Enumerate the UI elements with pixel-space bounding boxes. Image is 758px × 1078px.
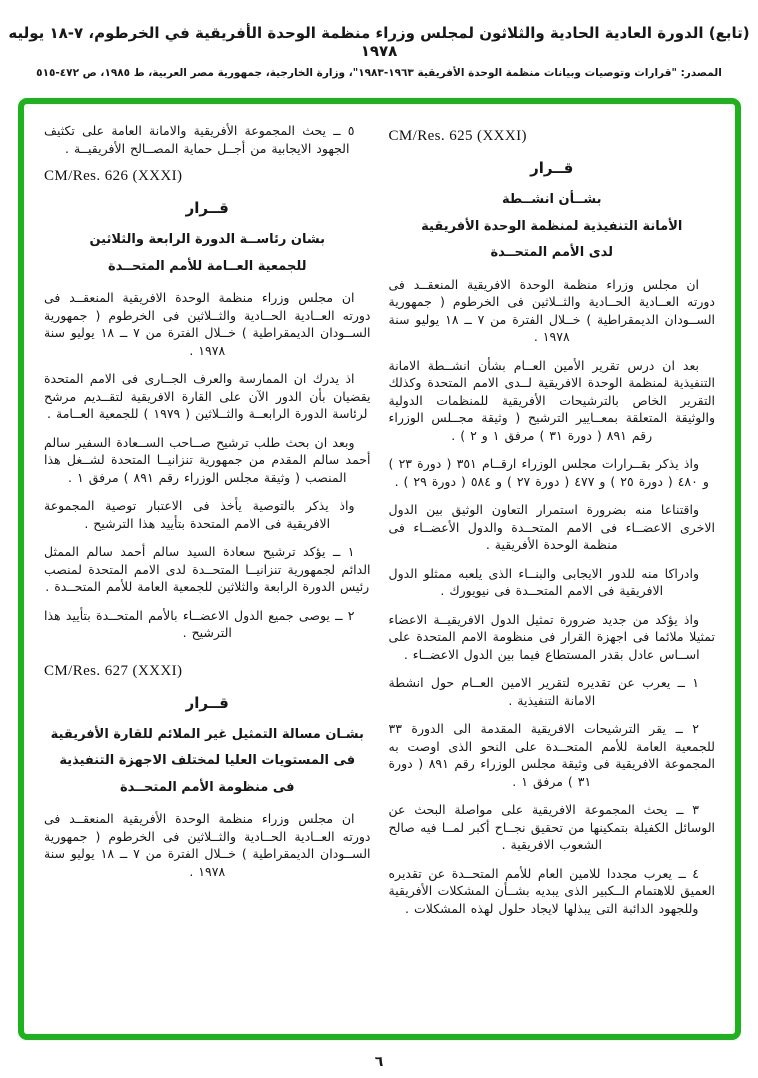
paragraph: وبعد ان بحث طلب ترشيح صــاحب الســعادة السفير سالم أحمد سالم المقدم من جمهورية تنزانيــا المتحدة لشــغل هذا المنصب ( وثيقة مجلس الوزراء رقم ٨٩١ ) مرفق ١ . [44, 434, 371, 485]
page-number: ٦ [374, 1054, 384, 1070]
numbered-item-4: ٤ ــ يعرب مجددا للامين العام للأمم المتحــدة عن تقديره العميق للاهتمام الــكبير الذى يبديه بشــأن المشكلات الأفريقية وللجهود الدائبة التى يبذلها لايجاد حلول لهذه المشكلات . [388, 865, 715, 916]
paragraph: اذ يدرك ان الممارسة والعرف الجــارى فى الامم المتحدة يقضيان بأن الدور الآن على القارة الافريقية لتقــديم مرشح لرئاسة الدورة الرابعــة والثــلاثين ( ١٩٧٩ ) للجمعية العــامة . [44, 371, 371, 422]
column-right-res625 [389, 122, 716, 1024]
source-citation: المصدر: "قرارات وتوصيات وبيانات منظمة الوحدة الأفريقية ١٩٦٣-١٩٨٣"، وزارة الخارجية، جمهورية مصر العربية، ط ١٩٨٥، ص ٤٧٢-٥١٥ [36, 67, 722, 79]
resolution-title-line: بشان رئاســة الدورة الرابعة والثلاثين [89, 232, 326, 247]
paragraph: ان مجلس وزراء منظمة الوحدة الافريقية المنعقــد فى دورته العــادية الحــادية والثــلاثين فى الخرطوم ( جمهورية الســودان الديمقراطية ) خــلال الفترة من ٧ ــ ١٨ يوليو سنة ١٩٧٨ . [44, 290, 371, 358]
numbered-item-2: ٢ ــ يقر الترشيحات الافريقية المقدمة الى الدورة ٣٣ للجمعية العامة للأمم المتحــدة على النحو الذى اوصت به المجموعة الافريقية فى وثيقة مجلس الوزراء رقم ٨٩١ ( دورة ٣١ ) مرفق ١ . [388, 721, 716, 789]
page-border-frame [18, 98, 741, 1040]
decision-heading: قــرار [185, 693, 229, 712]
resolution-title-line: الأمانة التنفيذية لمنظمة الوحدة الأفريقية [421, 218, 683, 234]
decision-heading: قــرار [530, 159, 574, 177]
session-title: (تابع) الدورة العادية الحادية والثلاثون لمجلس وزراء منظمة الوحدة الأفريقية في الخرطوم، ٧-١٨ يوليه ١٩٧٨ [8, 24, 750, 60]
resolution-id: CM/Res. 627 (XXXI) [44, 662, 183, 679]
resolution-title-line: للجمعية العــامة للأمم المتحــدة [107, 258, 307, 274]
paragraph: واقتناعا منه بضرورة استمرار التعاون الوثيق بين الدول الاخرى الاعضــاء فى الامم المتحــدة والدول الأعضــاء فى منظمة الوحدة الأفريقية . [388, 502, 715, 553]
column-left-res626-627 [44, 122, 371, 1024]
resolution-title-line: بشـان مسالة التمثيل غير الملائم للقارة الأفريقية [50, 726, 364, 742]
resolution-id: CM/Res. 625 (XXXI) [388, 128, 527, 144]
paragraph: واذ يؤكد من جديد ضرورة تمثيل الدول الافريقيــة الاعضاء تمثيلا ملائما فى اجهزة القرار فى منظومة الامم المتحدة على اســاس عادل بقدر المستطاع فيما بين الدول الاعضــاء . [388, 611, 715, 662]
numbered-item-1: ١ ــ يعرب عن تقديره لتقرير الامين العــام حول انشطة الامانة التنفيذية . [388, 675, 699, 708]
resolution-title-line: لدى الأمم المتحــدة [490, 245, 614, 261]
resolution-title-line: فى منظومة الأمم المتحــدة [119, 779, 295, 795]
numbered-item-1: ١ ــ يؤكد ترشيح سعادة السيد سالم أحمد سالم الممثل الدائم لجمهورية تنزانيــا المتحــدة لدى الامم المتحدة لمنصب رئيس الدورة الرابعة والثلاثين للجمعية العامة للأمم المتحــدة . [44, 544, 371, 595]
numbered-item-5-carryover: ٥ ــ يحث المجموعة الأفريقية والامانة العامة على تكثيف الجهود الايجابية من أجــل حماية المصــالح الأفريقيــة . [44, 123, 355, 156]
resolution-id: CM/Res. 626 (XXXI) [44, 168, 183, 184]
resolution-title [389, 191, 716, 262]
paragraph: ان مجلس وزراء منظمة الوحدة الأفريقية المنعقــد فى دورته العــادية الحــادية والثــلاثين فى الخرطوم ( جمهورية الســودان الديمقراطية ) خــلال الفترة من ٧ ــ ١٨ يوليو سنة ١٩٧٨ . [44, 811, 371, 879]
paragraph: واذ يذكر بقــرارات مجلس الوزراء ارقــام ٣٥١ ( دورة ٢٣ ) و ٤٨٠ ( دورة ٢٥ ) و ٤٧٧ ( دورة ٢٧ ) و ٥٨٤ ( دورة ٢٩ ) . [388, 456, 709, 489]
decision-heading: قــرار [185, 199, 229, 217]
paragraph: واذ يذكر بالتوصية يأخذ فى الاعتبار توصية المجموعة الافريقية فى الامم المتحدة بتأييد هذا الترشيح . [44, 498, 355, 531]
resolution-title-line: بشــأن انشــطة [502, 192, 602, 207]
page-header [0, 24, 758, 79]
paragraph: وادراكا منه للدور الايجابى والبنــاء الذى يلعبه ممثلو الدول الافريقية فى الامم المتحــدة فى نيويورك . [388, 565, 699, 599]
paragraph: ان مجلس وزراء منظمة الوحدة الافريقية المنعقــد فى دورته العــادية الحــادية والثــلاثين فى الخرطوم ( جمهورية الســودان الديمقراطية ) خــلال الفترة من ٧ ــ ١٨ يوليو سنة ١٩٧٨ . [388, 276, 715, 345]
two-column-layout [24, 104, 735, 1034]
resolution-title-line: فى المستويات العليا لمختلف الاجهزة التنفيذية [59, 753, 356, 769]
numbered-item-2: ٢ ــ يوصى جميع الدول الاعضــاء بالأمم المتحــدة بتأييد هذا الترشيح . [44, 607, 355, 641]
resolution-title [44, 726, 371, 797]
resolution-title [44, 231, 371, 275]
paragraph: بعد ان درس تقرير الأمين العــام بشأن انشــطة الامانة التنفيذية لمنظمة الوحدة الافريقية لــدى الامم المتحدة وكذلك التقرير الخاص بالترشيحات الأفريقية للمنظمات الدولية والوثيقة المتعلقة بمعــايير الترشيح ( وثيقة مجــلس الوزراء رقم ٨٩١ ( دورة ٣١ ) مرفق ١ و ٢ ) . [388, 357, 715, 443]
numbered-item-3: ٣ ــ يحث المجموعة الافريقية على مواصلة البحث عن الوسائل الكفيلة بتمكينها من تحقيق نجــاح أكبر لمــا فيه صالح الشعوب الافريقية . [388, 802, 715, 853]
